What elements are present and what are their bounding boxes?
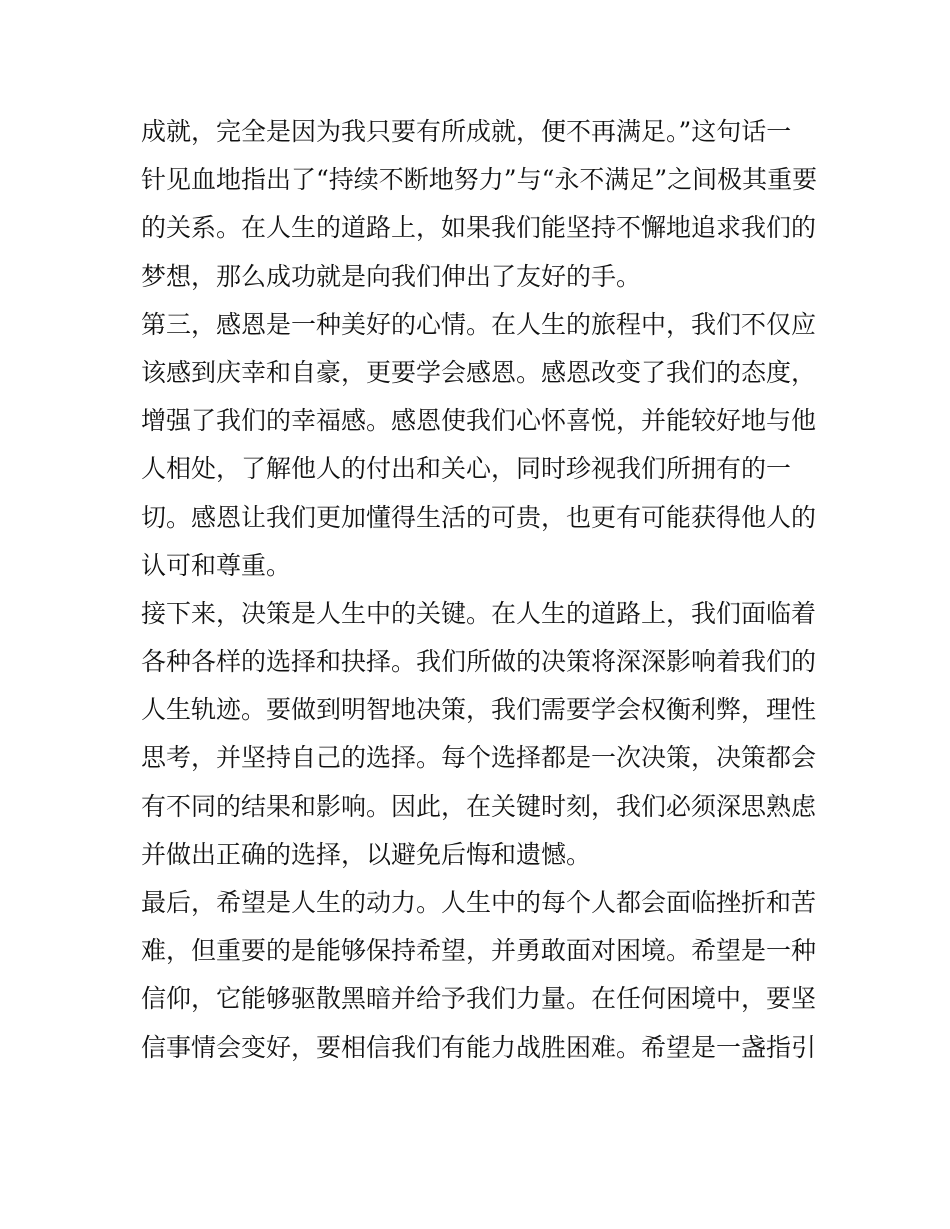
text-line: 思考，并坚持自己的选择。每个选择都是一次决策，决策都会 — [141, 743, 817, 773]
text-line: 切。感恩让我们更加懂得生活的可贵，也更有可能获得他人的 — [141, 502, 817, 532]
text-line: 并做出正确的选择，以避免后悔和遗憾。 — [141, 839, 592, 869]
text-line: 人生轨迹。要做到明智地决策，我们需要学会权衡利弊，理性 — [141, 695, 817, 725]
text-line: 各种各样的选择和抉择。我们所做的决策将深深影响着我们的 — [141, 647, 817, 677]
text-line: 认可和尊重。 — [141, 550, 292, 580]
body-text — [141, 108, 821, 1072]
text-line: 信事情会变好，要相信我们有能力战胜困难。希望是一盏指引 — [141, 1032, 817, 1062]
text-line: 针见血地指出了“持续不断地努力”与“永不满足”之间极其重要 — [141, 165, 818, 195]
text-line: 的关系。在人生的道路上，如果我们能坚持不懈地追求我们的 — [141, 213, 817, 243]
text-line: 人相处，了解他人的付出和关心，同时珍视我们所拥有的一 — [141, 454, 792, 484]
text-line: 该感到庆幸和自豪，更要学会感恩。感恩改变了我们的态度， — [141, 357, 817, 387]
text-line: 成就，完全是因为我只要有所成就，便不再满足。”这句话一 — [141, 117, 792, 146]
text-line: 第三，感恩是一种美好的心情。在人生的旅程中，我们不仅应 — [141, 309, 817, 339]
text-line: 信仰，它能够驱散黑暗并给予我们力量。在任何困境中，要坚 — [141, 984, 817, 1014]
text-line: 接下来，决策是人生中的关键。在人生的道路上，我们面临着 — [141, 598, 817, 628]
text-line: 有不同的结果和影响。因此，在关键时刻，我们必须深思熟虑 — [141, 791, 817, 821]
text-line: 增强了我们的幸福感。感恩使我们心怀喜悦，并能较好地与他 — [141, 406, 817, 436]
text-line: 梦想，那么成功就是向我们伸出了友好的手。 — [141, 261, 642, 291]
text-line: 难，但重要的是能够保持希望，并勇敢面对困境。希望是一种 — [141, 936, 817, 966]
text-line: 最后，希望是人生的动力。人生中的每个人都会面临挫折和苦 — [141, 888, 817, 917]
